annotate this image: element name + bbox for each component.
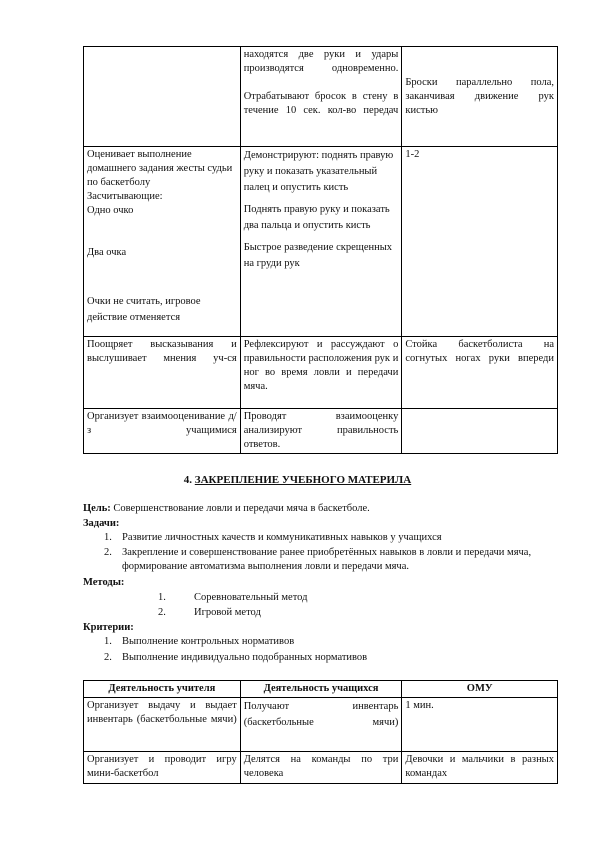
column-header: ОМУ <box>402 681 558 698</box>
cell-text: Засчитывающие: <box>87 191 163 202</box>
cell-text: Отрабатывают бросок в стену в течение 10 сек. кол-во передач <box>243 91 399 116</box>
omu-cell <box>402 752 558 784</box>
cell-text: Поднять правую руку и показать два пальца и опустить кисть <box>243 204 390 231</box>
cell-text: 1 мин. <box>405 700 434 711</box>
student-cell <box>240 337 402 409</box>
cell-text: Демонстрируют: поднять правую руку и показать указательный палец и опустить кисть <box>243 150 394 193</box>
column-header: Деятельность учащихся <box>240 681 402 698</box>
method-num: 1. <box>158 592 166 603</box>
goal-line <box>83 502 370 516</box>
teacher-cell <box>84 698 241 752</box>
method-text: Игровой метод <box>194 607 261 618</box>
criterion-text: Выполнение индивидуально подобранных нормативов <box>122 652 368 663</box>
table-row <box>84 409 558 454</box>
section-title <box>0 474 595 486</box>
table-row <box>84 698 558 752</box>
cell-text: Организует и проводит игру мини-баскетбол <box>87 754 237 779</box>
cell-text: Быстрое разведение скрещенных на груди рук <box>243 242 393 269</box>
task-num: 2. <box>104 547 112 558</box>
criteria-label: Критерии: <box>83 622 134 633</box>
criterion-num: 2. <box>104 652 112 663</box>
table-row <box>84 752 558 784</box>
teacher-cell <box>84 47 241 147</box>
section-heading: ЗАКРЕПЛЕНИЕ УЧЕБНОГО МАТЕРИЛА <box>194 474 412 486</box>
activity-table-continued <box>83 46 558 454</box>
cell-text: 1-2 <box>405 149 420 160</box>
task-num: 1. <box>104 532 112 543</box>
table-row <box>84 337 558 409</box>
cell-text: Два очка <box>87 247 127 258</box>
cell-text: Броски параллельно пола, заканчивая движение рук кистью <box>405 77 554 116</box>
student-cell <box>240 147 402 337</box>
teacher-cell <box>84 337 241 409</box>
criterion-num: 1. <box>104 636 112 647</box>
cell-text: Одно очко <box>87 205 134 216</box>
teacher-cell <box>84 752 241 784</box>
cell-text: Делятся на команды по три человека <box>243 754 399 779</box>
method-num: 2. <box>158 607 166 618</box>
cell-text: находятся две руки и удары производятся одновременно. <box>243 49 399 74</box>
cell-text: Стойка баскетболиста на согнутых ногах руки впереди <box>405 339 554 364</box>
activity-table <box>83 680 558 784</box>
goal-text: Совершенствование ловли и передачи мяча в баскетболе. <box>113 503 370 514</box>
goal-label: Цель: <box>83 503 111 514</box>
cell-text: Девочки и мальчики в разных командах <box>405 754 554 779</box>
cell-text: Оценивает выполнение домашнего задания жесты судьи по баскетболу <box>87 149 233 188</box>
student-cell <box>240 698 402 752</box>
student-cell <box>240 47 402 147</box>
omu-cell <box>402 147 558 337</box>
cell-text: Рефлексируют и рассуждают о правильности расположения рук и ног во время ловли и передачи мяча. <box>243 339 399 392</box>
omu-cell <box>402 337 558 409</box>
omu-cell <box>402 47 558 147</box>
omu-cell <box>402 409 558 454</box>
section-number: 4. <box>183 474 193 486</box>
task-text: Развитие личностных качеств и коммуникативных навыков у учащихся <box>122 532 442 543</box>
criterion-text: Выполнение контрольных нормативов <box>122 636 295 647</box>
teacher-cell <box>84 147 241 337</box>
method-text: Соревновательный метод <box>194 592 308 603</box>
cell-text: Проводят взаимооценку анализируют правильность ответов. <box>243 411 399 450</box>
cell-text: Поощряет высказывания и выслушивает мнения уч-ся <box>87 339 237 364</box>
cell-text: Очки не считать, игровое действие отменяется <box>87 296 201 323</box>
cell-text: Организует выдачу и выдает инвентарь (баскетбольные мячи) <box>87 700 237 725</box>
student-cell <box>240 752 402 784</box>
table-header-row <box>84 681 558 698</box>
table-row <box>84 147 558 337</box>
cell-text: Организует взаимооценивание д/з учащимися <box>87 411 237 436</box>
column-header: Деятельность учителя <box>84 681 241 698</box>
table-row <box>84 47 558 147</box>
omu-cell <box>402 698 558 752</box>
student-cell <box>240 409 402 454</box>
methods-label: Методы: <box>83 577 125 588</box>
tasks-label: Задачи: <box>83 518 120 529</box>
teacher-cell <box>84 409 241 454</box>
task-text: Закрепление и совершенствование ранее приобретённых навыков в ловли и передачи мяча, формирование автоматизма выполнения ловли и передачи мяча. <box>122 547 532 572</box>
cell-text: Получают инвентарь (баскетбольные мячи) <box>243 701 399 728</box>
